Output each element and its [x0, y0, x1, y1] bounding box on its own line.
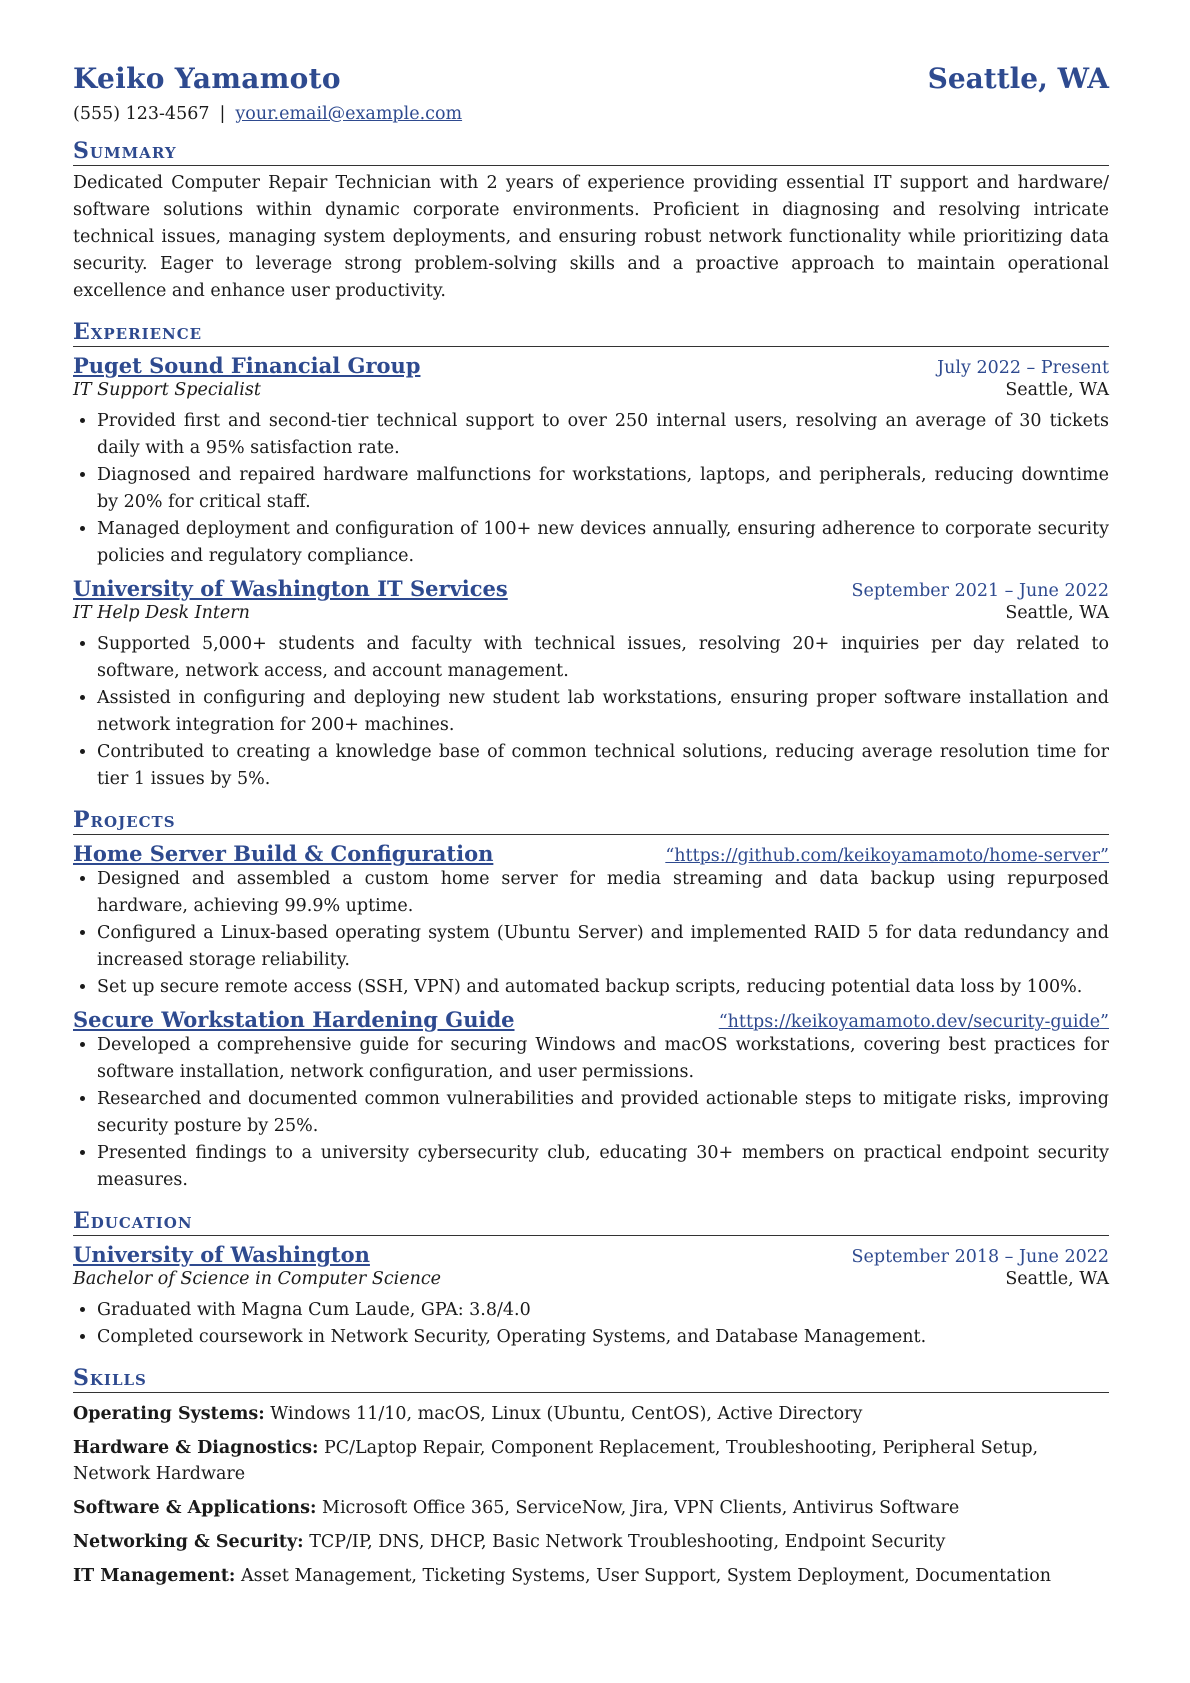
project-title-link[interactable]: Home Server Build & Configuration — [73, 841, 494, 866]
section-title-skills: Skills — [73, 1365, 1109, 1393]
employer-link[interactable]: Puget Sound Financial Group — [73, 353, 421, 378]
bullet-item: • Assisted in configuring and deploying new student lab workstations, ensuring proper software installation and network integration for 200+ machines. — [97, 685, 1109, 739]
skill-value: TCP/IP, DNS, DHCP, Basic Network Troubleshooting, Endpoint Security — [309, 1532, 946, 1552]
phone-number: (555) 123-4567 — [73, 104, 210, 124]
resume-header — [73, 62, 1109, 95]
experience-bullets — [73, 631, 1109, 793]
bullet-item: • Graduated with Magna Cum Laude, GPA: 3.8/4.0 — [97, 1297, 1109, 1324]
school-location: Seattle, WA — [1005, 1269, 1109, 1289]
skill-label: IT Management: — [73, 1566, 236, 1586]
skill-value: Microsoft Office 365, ServiceNow, Jira, VPN Clients, Antivirus Software — [322, 1498, 960, 1518]
bullet-item: • Set up secure remote access (SSH, VPN) and automated backup scripts, reducing potential data loss by 100%. — [97, 974, 1109, 1001]
skill-row — [73, 1495, 1109, 1521]
education-entry — [73, 1242, 1109, 1351]
skill-label: Operating Systems: — [73, 1404, 265, 1424]
degree-title: Bachelor of Science in Computer Science — [73, 1269, 442, 1289]
bullet-item: • Presented findings to a university cybersecurity club, educating 30+ members on practical endpoint security measures. — [97, 1140, 1109, 1194]
skill-label: Networking & Security: — [73, 1532, 304, 1552]
project-bullets — [73, 866, 1109, 1001]
bullet-item: • Managed deployment and configuration of 100+ new devices annually, ensuring adherence to corporate security policies and regulatory compliance. — [97, 516, 1109, 570]
contact-line — [73, 104, 1109, 124]
skill-row — [73, 1563, 1109, 1589]
skill-row — [73, 1435, 1109, 1487]
contact-separator: | — [219, 104, 226, 124]
bullet-item: • Designed and assembled a custom home server for media streaming and data backup using repurposed hardware, achieving 99.9% uptime. — [97, 866, 1109, 920]
email-link[interactable]: your.email@example.com — [235, 104, 463, 124]
bullet-item: • Developed a comprehensive guide for securing Windows and macOS workstations, covering best practices for software installation, network configuration, and user permissions. — [97, 1032, 1109, 1086]
bullet-item: • Completed coursework in Network Security, Operating Systems, and Database Management. — [97, 1324, 1109, 1351]
skill-label: Hardware & Diagnostics: — [73, 1438, 319, 1458]
skill-value: Windows 11/10, macOS, Linux (Ubuntu, CentOS), Active Directory — [270, 1404, 863, 1424]
project-bullets — [73, 1032, 1109, 1194]
section-title-education: Education — [73, 1208, 1109, 1236]
skill-value: PC/Laptop Repair, Component Replacement, Troubleshooting, Peripheral Setup, Network Hardware — [73, 1438, 1039, 1484]
skill-row — [73, 1401, 1109, 1427]
education-bullets — [73, 1297, 1109, 1351]
skill-value: Asset Management, Ticketing Systems, User Support, System Deployment, Documentation — [240, 1566, 1052, 1586]
section-title-projects: Projects — [73, 807, 1109, 835]
employment-dates: September 2021 – June 2022 — [851, 581, 1109, 601]
project-entry — [73, 841, 1109, 1001]
experience-entry — [73, 576, 1109, 793]
candidate-location: Seattle, WA — [927, 62, 1109, 95]
job-location: Seattle, WA — [1005, 380, 1109, 400]
skill-label: Software & Applications: — [73, 1498, 317, 1518]
section-title-summary: Summary — [73, 138, 1109, 166]
employer-link[interactable]: University of Washington IT Services — [73, 576, 508, 601]
experience-entry — [73, 353, 1109, 570]
school-link[interactable]: University of Washington — [73, 1242, 370, 1267]
job-title: IT Support Specialist — [73, 380, 261, 400]
project-url-link[interactable]: “https://github.com/keikoyamamoto/home-server” — [665, 846, 1109, 866]
job-title: IT Help Desk Intern — [73, 603, 250, 623]
skill-row — [73, 1529, 1109, 1555]
section-title-experience: Experience — [73, 319, 1109, 347]
summary-text: Dedicated Computer Repair Technician with 2 years of experience providing essential IT support and hardware/ software solutions within dynamic corporate environments. Proficient in diagnosing and resolving intricate technical issues, managing system deployments, and ensuring robust network functionality while prioritizing data security. Eager to leverage strong problem-solving skills and a proactive approach to maintain operational excellence and enhance user productivity. — [73, 173, 1109, 301]
employment-dates: July 2022 – Present — [937, 358, 1109, 378]
bullet-item: • Diagnosed and repaired hardware malfunctions for workstations, laptops, and peripherals, reducing downtime by 20% for critical staff. — [97, 462, 1109, 516]
experience-bullets — [73, 408, 1109, 570]
job-location: Seattle, WA — [1005, 603, 1109, 623]
candidate-name: Keiko Yamamoto — [73, 62, 341, 95]
bullet-item: • Supported 5,000+ students and faculty with technical issues, resolving 20+ inquiries per day related to software, network access, and account management. — [97, 631, 1109, 685]
education-dates: September 2018 – June 2022 — [851, 1247, 1109, 1267]
project-url-link[interactable]: “https://keikoyamamoto.dev/security-guide” — [718, 1012, 1109, 1032]
bullet-item: • Configured a Linux-based operating system (Ubuntu Server) and implemented RAID 5 for data redundancy and increased storage reliability. — [97, 920, 1109, 974]
bullet-item: • Contributed to creating a knowledge base of common technical solutions, reducing average resolution time for tier 1 issues by 5%. — [97, 739, 1109, 793]
bullet-item: • Researched and documented common vulnerabilities and provided actionable steps to mitigate risks, improving security posture by 25%. — [97, 1086, 1109, 1140]
bullet-item: • Provided first and second-tier technical support to over 250 internal users, resolving an average of 30 tickets daily with a 95% satisfaction rate. — [97, 408, 1109, 462]
project-title-link[interactable]: Secure Workstation Hardening Guide — [73, 1007, 515, 1032]
project-entry — [73, 1007, 1109, 1194]
